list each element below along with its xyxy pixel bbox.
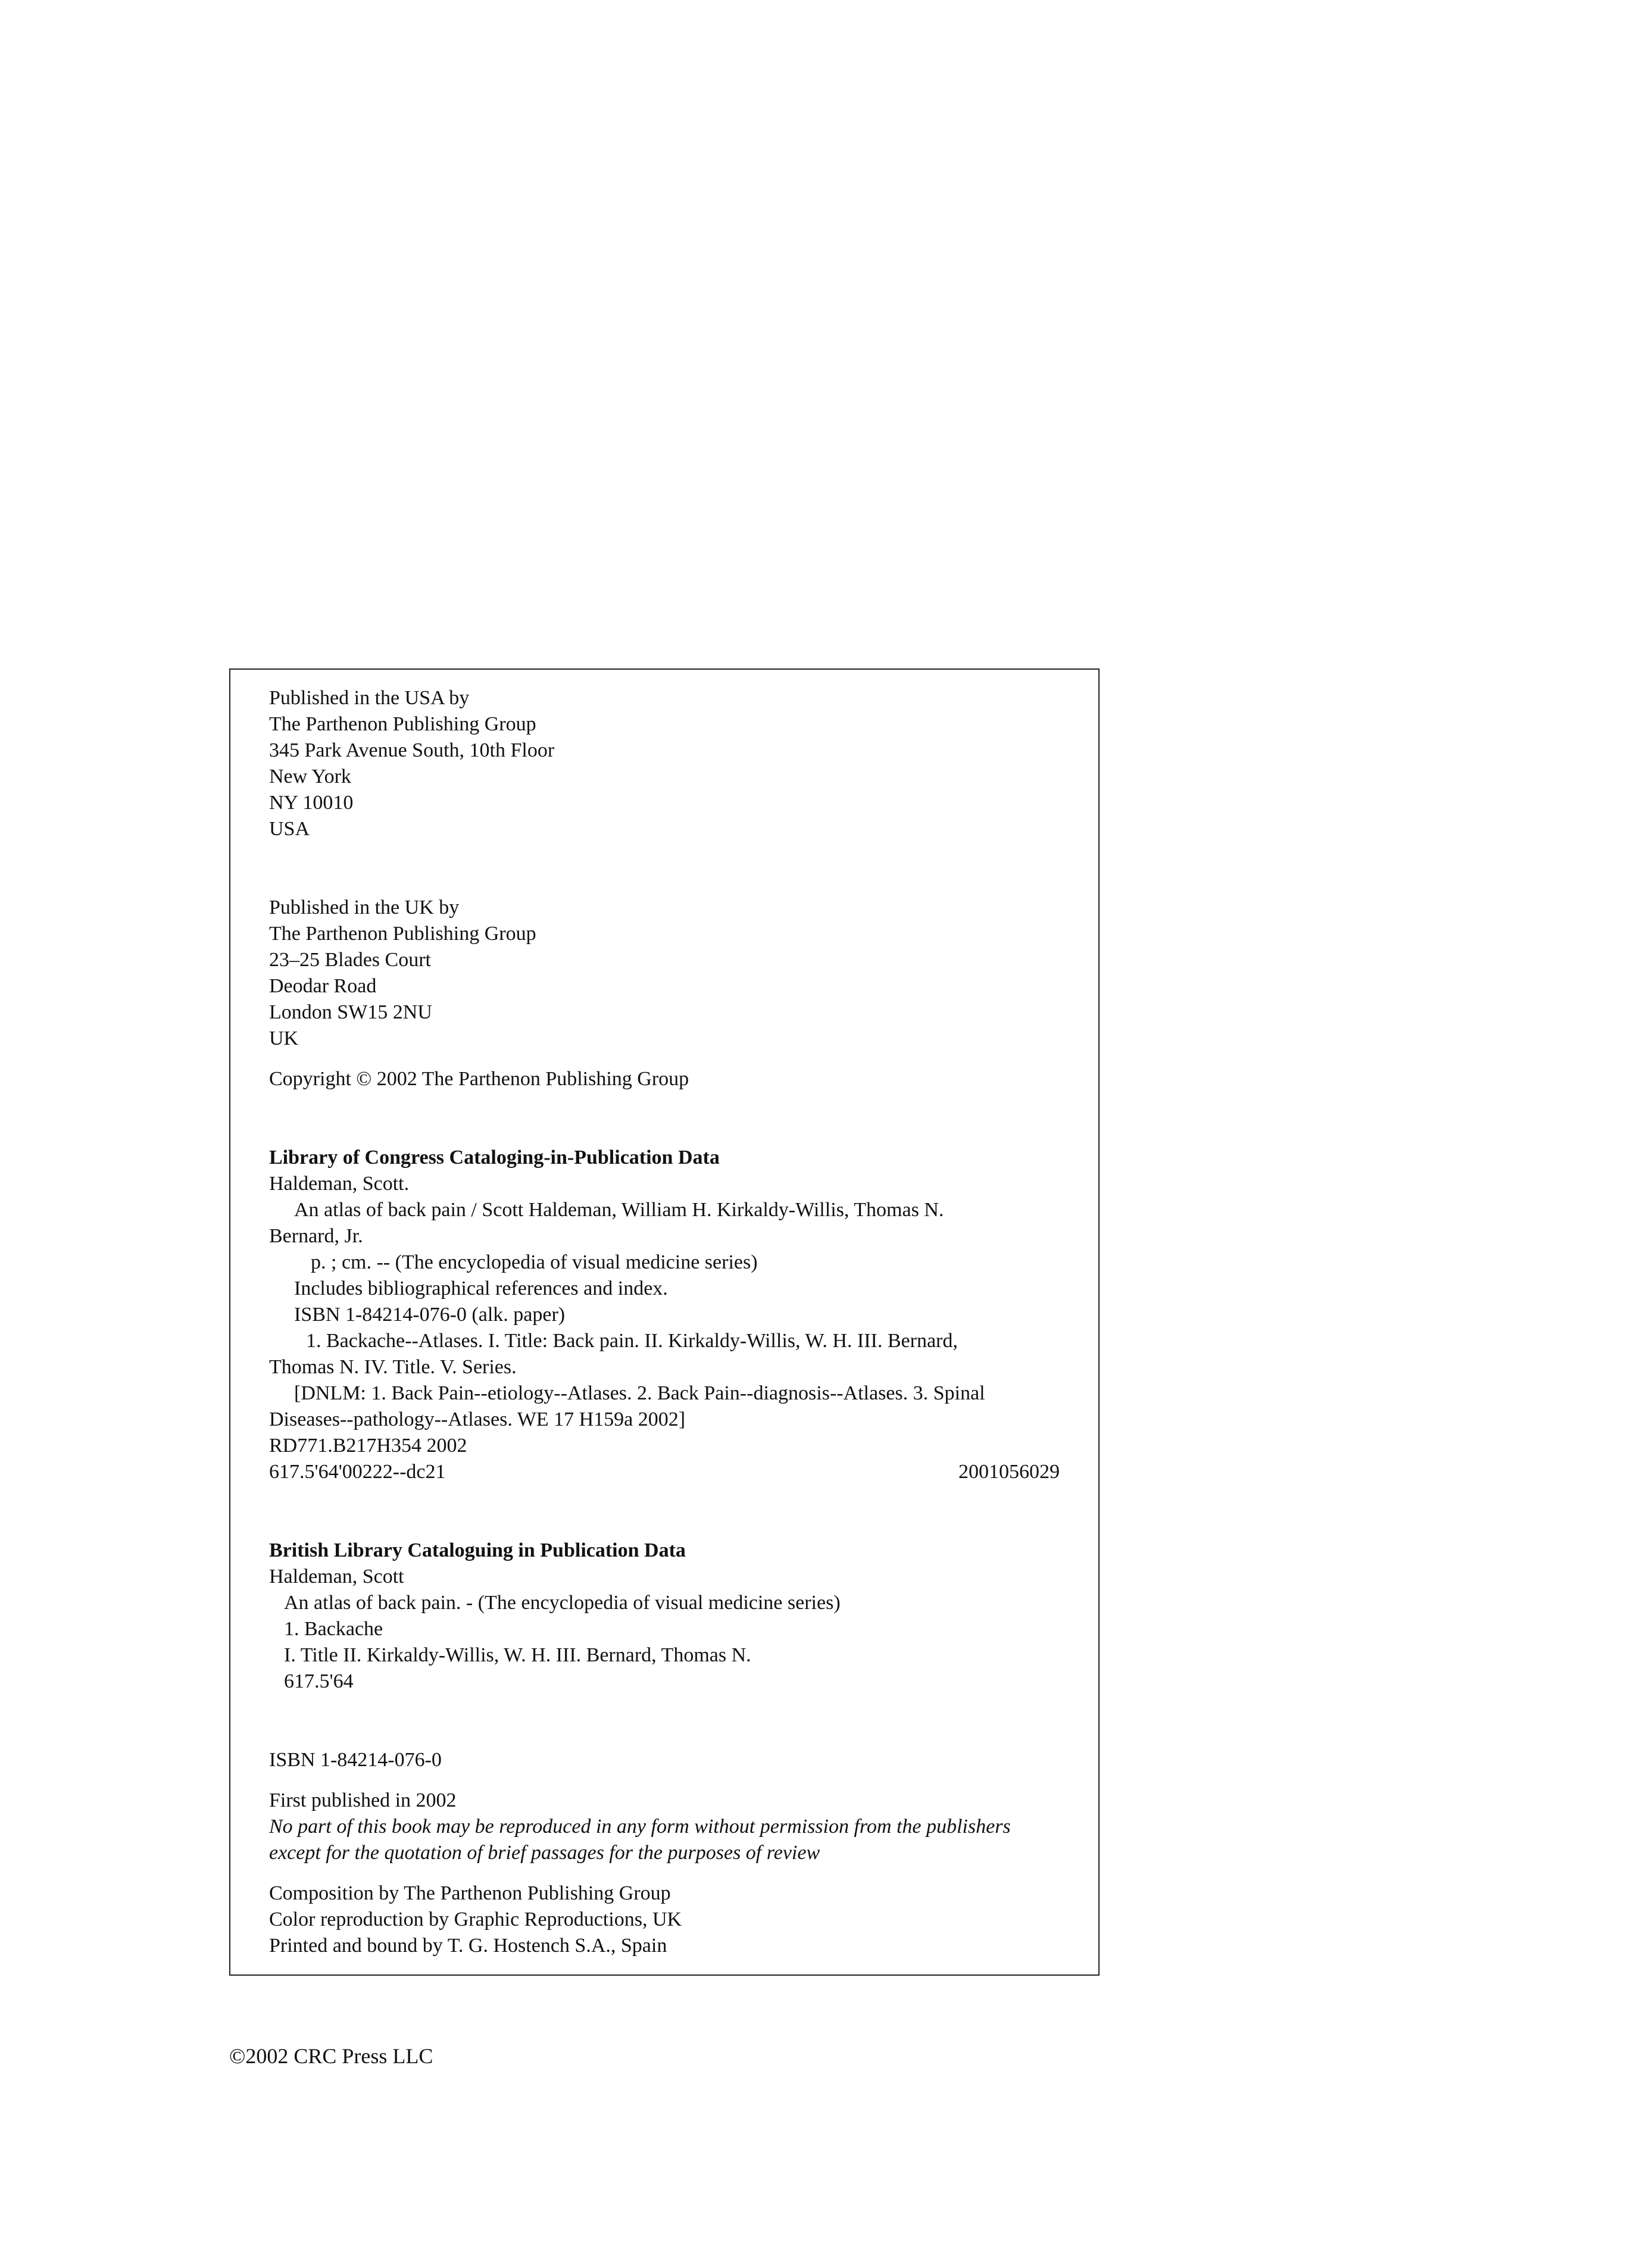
- us-publisher-line: New York: [269, 766, 351, 788]
- rights-notice-line: except for the quotation of brief passages for the purposes of review: [269, 1842, 820, 1864]
- uk-publisher-line: Deodar Road: [269, 975, 377, 997]
- bl-cip-line: 1. Backache: [284, 1618, 383, 1640]
- loc-cip-line: Bernard, Jr.: [269, 1225, 363, 1247]
- us-publisher-block: [269, 685, 1060, 842]
- loc-cip-heading: Library of Congress Cataloging-in-Publication Data: [269, 1146, 720, 1169]
- loc-cip-line: Haldeman, Scott.: [269, 1173, 410, 1195]
- loc-cip-line: ISBN 1-84214-076-0 (alk. paper): [294, 1304, 566, 1326]
- uk-publisher-line: 23–25 Blades Court: [269, 949, 431, 971]
- bl-cip-heading: British Library Cataloguing in Publication Data: [269, 1539, 686, 1561]
- production-credit-line: Printed and bound by T. G. Hostench S.A., Spain: [269, 1935, 667, 1957]
- loc-cip-block: [269, 1145, 1060, 1485]
- bl-cip-line: 617.5'64: [284, 1670, 354, 1692]
- uk-publisher-line: The Parthenon Publishing Group: [269, 923, 536, 945]
- loc-cip-line: Includes bibliographical references and index.: [294, 1277, 668, 1299]
- loc-cip-line: An atlas of back pain / Scott Haldeman, William H. Kirkaldy-Willis, Thomas N.: [294, 1199, 944, 1221]
- bl-cip-line: I. Title II. Kirkaldy-Willis, W. H. III. Bernard, Thomas N.: [284, 1644, 751, 1666]
- loc-classification: 617.5'64'00222--dc21: [269, 1461, 446, 1483]
- uk-publisher-line: Published in the UK by: [269, 896, 460, 918]
- loc-cip-line: [DNLM: 1. Back Pain--etiology--Atlases. 2. Back Pain--diagnosis--Atlases. 3. Spinal: [294, 1382, 985, 1404]
- production-credit-line: Color reproduction by Graphic Reproductions, UK: [269, 1908, 682, 1930]
- bl-cip-line: Haldeman, Scott: [269, 1566, 404, 1588]
- us-publisher-line: NY 10010: [269, 792, 354, 814]
- loc-cip-line: Thomas N. IV. Title. V. Series.: [269, 1356, 517, 1378]
- us-publisher-line: USA: [269, 818, 310, 840]
- production-credits: [269, 1880, 1060, 1959]
- loc-cip-line: p. ; cm. -- (The encyclopedia of visual medicine series): [311, 1251, 758, 1273]
- uk-publisher-block: [269, 895, 1060, 1052]
- copyright-notice: Copyright © 2002 The Parthenon Publishing Group: [269, 1068, 689, 1090]
- imprint-box: [229, 668, 1100, 1976]
- rights-notice-line: No part of this book may be reproduced in any form without permission from the publishers: [269, 1816, 1011, 1838]
- imprint-content: [269, 685, 1060, 1959]
- us-publisher-line: Published in the USA by: [269, 687, 470, 709]
- loc-cip-line: RD771.B217H354 2002: [269, 1435, 467, 1457]
- loc-cip-line: Diseases--pathology--Atlases. WE 17 H159a 2002]: [269, 1408, 686, 1430]
- bl-cip-block: [269, 1538, 1060, 1695]
- us-publisher-line: The Parthenon Publishing Group: [269, 713, 536, 735]
- footer-copyright: ©2002 CRC Press LLC: [229, 2044, 433, 2068]
- us-publisher-line: 345 Park Avenue South, 10th Floor: [269, 739, 555, 761]
- bl-cip-line: An atlas of back pain. - (The encyclopedia of visual medicine series): [284, 1592, 841, 1614]
- first-published: First published in 2002: [269, 1789, 457, 1811]
- production-credit-line: Composition by The Parthenon Publishing Group: [269, 1882, 671, 1904]
- loc-control-number: 2001056029: [958, 1461, 1060, 1483]
- loc-classification-row: [269, 1459, 1060, 1485]
- uk-publisher-line: UK: [269, 1027, 299, 1049]
- uk-publisher-line: London SW15 2NU: [269, 1001, 432, 1023]
- loc-cip-line: 1. Backache--Atlases. I. Title: Back pain. II. Kirkaldy-Willis, W. H. III. Bernard,: [306, 1330, 958, 1352]
- isbn: ISBN 1-84214-076-0: [269, 1749, 442, 1771]
